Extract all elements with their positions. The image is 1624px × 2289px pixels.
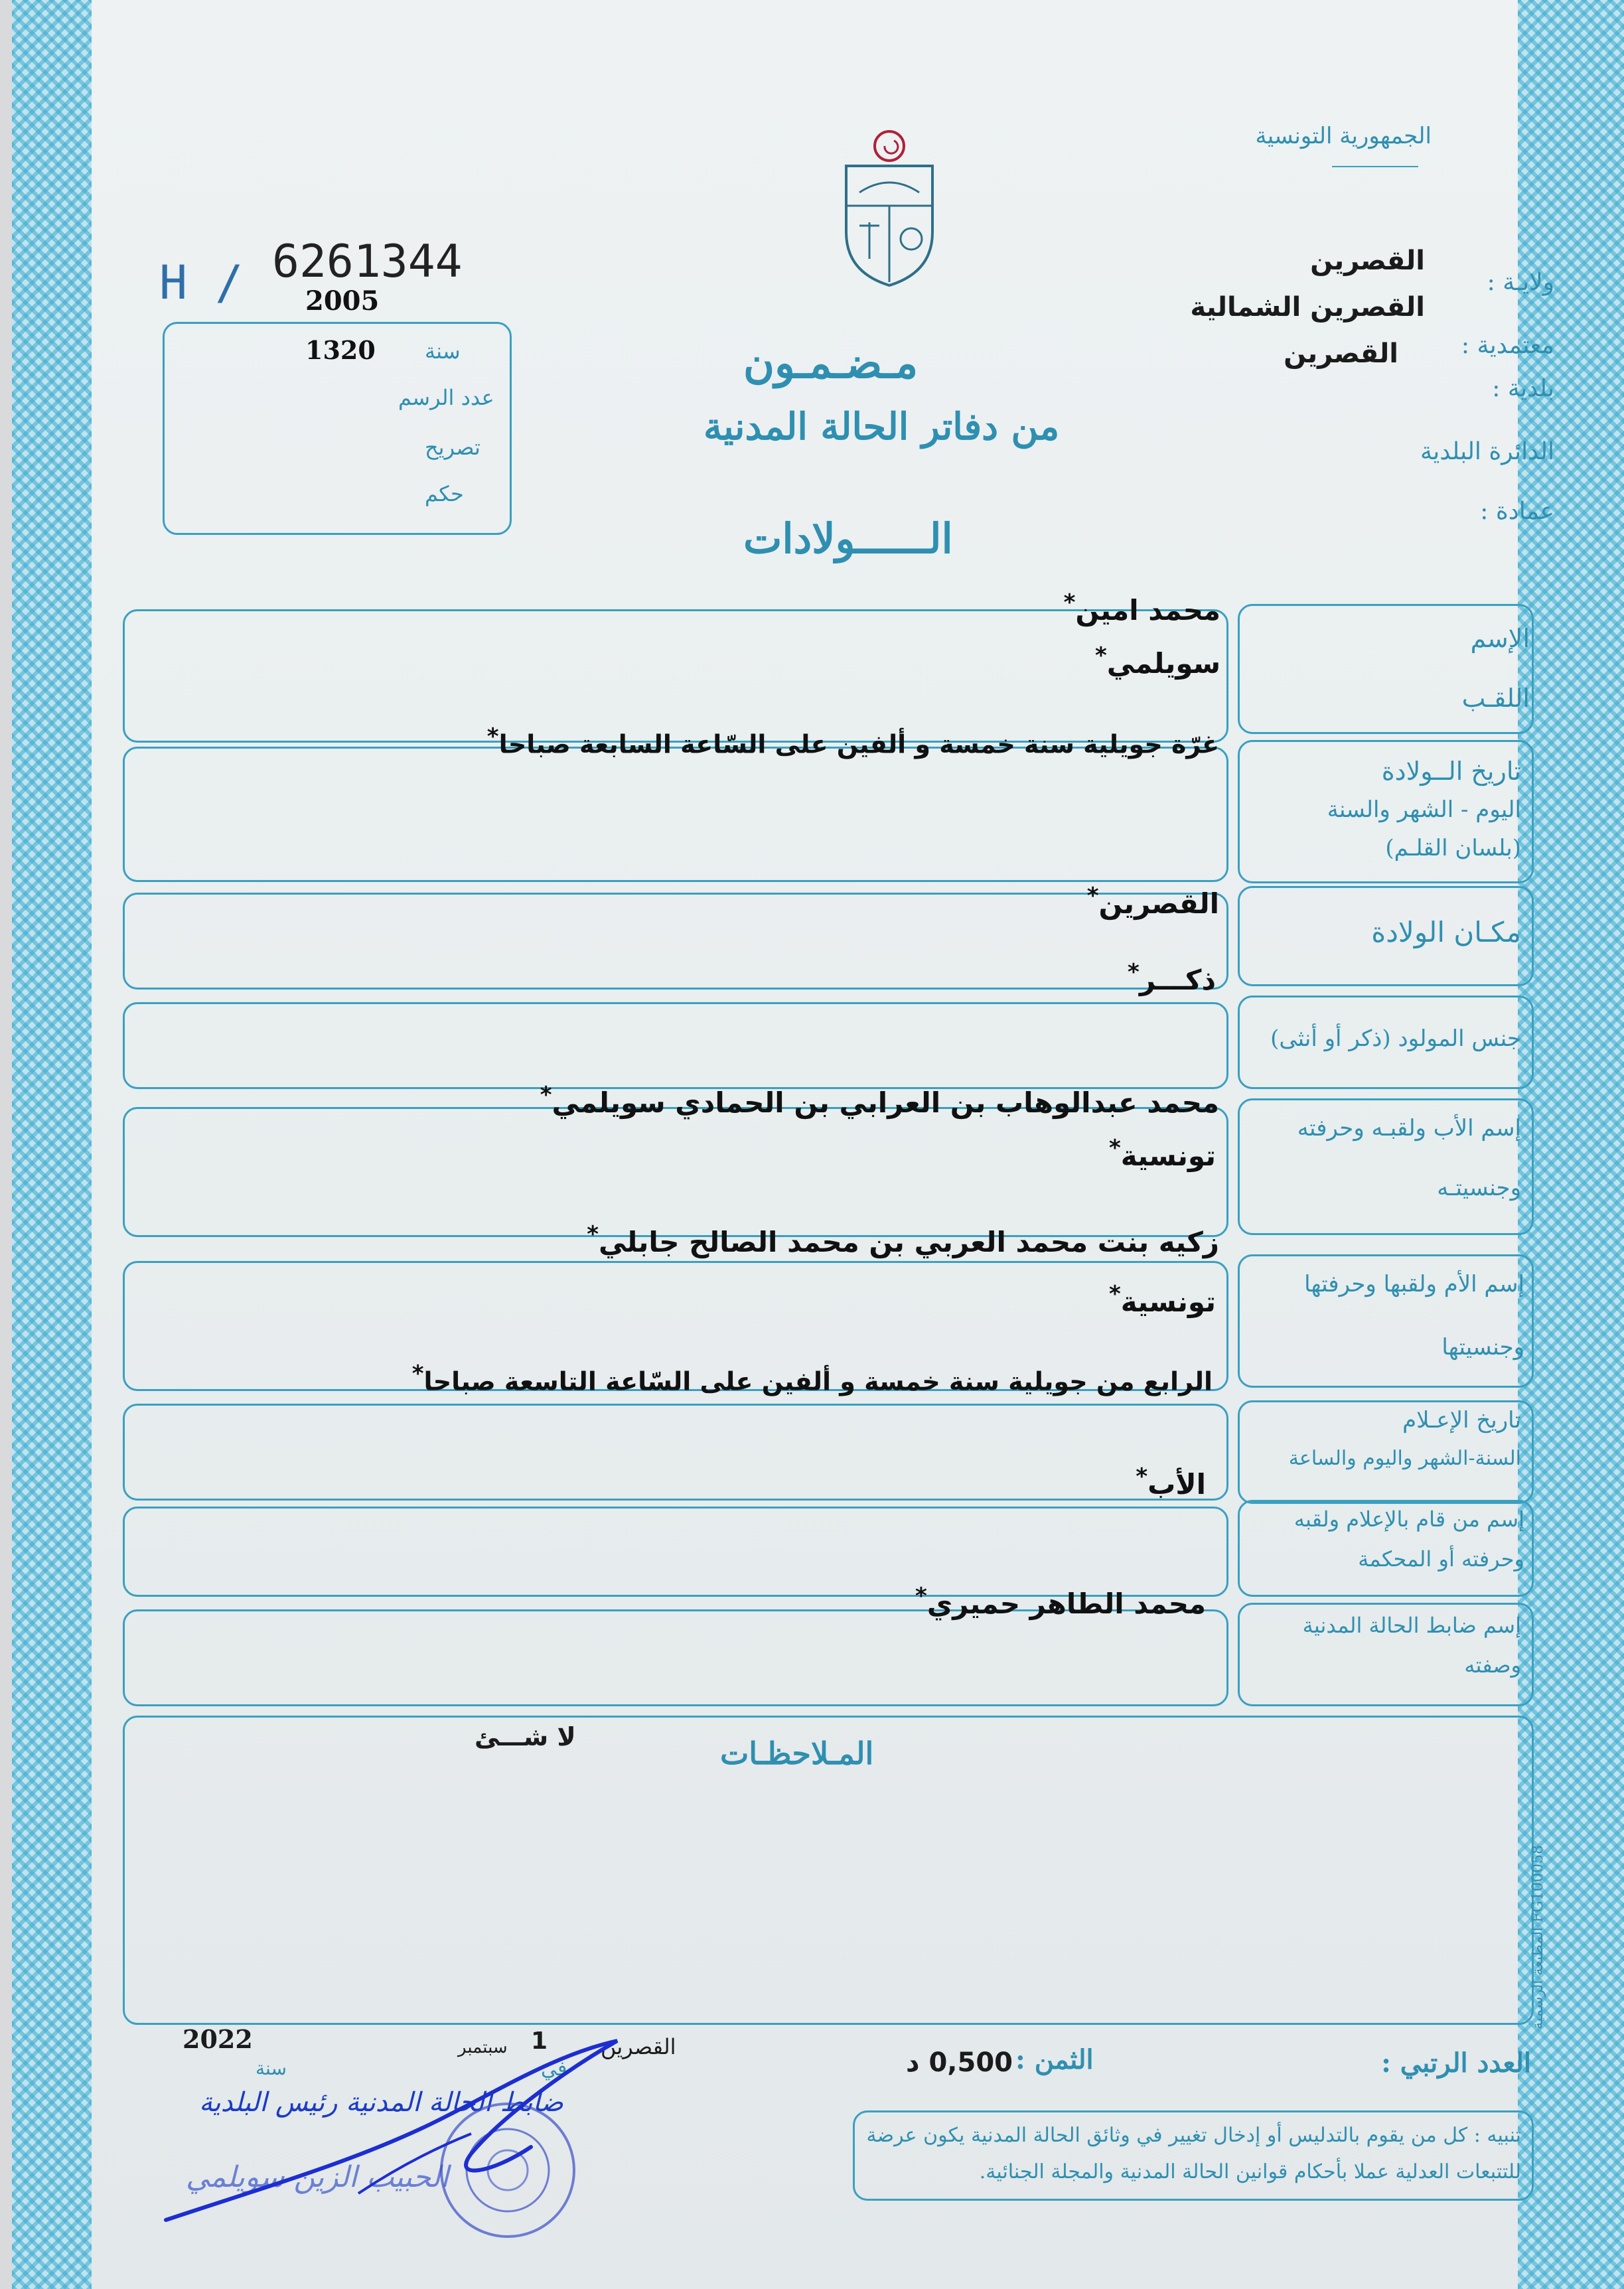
father-value-box xyxy=(123,1107,1228,1237)
dob-sublabel: اليوم - الشهر والسنة xyxy=(1327,796,1521,823)
day-value: 1 xyxy=(531,2028,548,2055)
name-value: محمد امين * xyxy=(1064,589,1220,627)
name-value-box xyxy=(123,609,1228,743)
municipality-label: بلدية : xyxy=(1492,375,1554,402)
officer-sublabel: وصفته xyxy=(1464,1653,1521,1678)
declarant-value: الأب * xyxy=(1136,1463,1206,1501)
delegation-label: معتمدية : xyxy=(1461,332,1554,359)
delegation-value: القصرين الشمالية xyxy=(1190,292,1425,323)
footer-year-value: 2022 xyxy=(183,2024,253,2054)
mother-value: زكيه بنت محمد العربي بن محمد الصالح جابلي * xyxy=(587,1221,1219,1258)
printer-mark: المطبعة الرسمية FG100058 xyxy=(1530,1845,1546,2030)
header-divider xyxy=(1332,166,1418,167)
price-value: 0,500 د xyxy=(906,2047,1013,2078)
signature-name: الحبيب الزين سويلمي xyxy=(186,2160,449,2194)
declarant-label: إسم من قام بالإعلام ولقبه xyxy=(1293,1507,1524,1532)
register-prefix: H / xyxy=(159,256,244,310)
dob-value: غرّة جويلية سنة خمسة و ألفين على السّاعة السابعة صباحا * xyxy=(487,723,1219,759)
declarant-sublabel: وحرفته أو المحكمة xyxy=(1358,1546,1524,1572)
sex-value-box xyxy=(123,1002,1228,1089)
record-year-value: 1320 xyxy=(305,335,376,365)
father-nationality: تونسية * xyxy=(1109,1135,1216,1172)
document-title: مـضـمـون xyxy=(743,338,919,388)
section-title-births: الــــــولادات xyxy=(743,514,953,563)
father-value: محمد عبدالوهاب بن العرابي بن الحمادي سويلمي * xyxy=(540,1082,1219,1119)
notes-label: المـلاحظـات xyxy=(720,1735,874,1771)
name-label: الإسم xyxy=(1470,624,1530,653)
month-value: سبتمبر xyxy=(458,2037,508,2057)
republic-title: الجمهورية التونسية xyxy=(1255,123,1432,149)
warning-line-1: تنبيه : كل من يقوم بالتدليس أو إدخال تغيير في وثائق الحالة المدنية يكون عرضة xyxy=(866,2124,1521,2147)
on-label: في xyxy=(541,2057,567,2081)
declaration-date-sublabel: السنة-الشهر واليوم والساعة xyxy=(1288,1447,1521,1470)
warning-line-2: للتتبعات العدلية عملا بأحكام قوانين الحالة المدنية والمجلة الجنائية. xyxy=(979,2160,1521,2183)
municipal-circle-label: الدائرة البلدية xyxy=(1420,438,1554,465)
signature-title: ضابط الحالة المدنية رئيس البلدية xyxy=(199,2087,563,2118)
mother-nationality-label: وجنسيتها xyxy=(1441,1334,1524,1361)
surname-value: سويلمي * xyxy=(1095,642,1220,680)
wilaya-label: ولايـة : xyxy=(1487,269,1554,296)
handwritten-signature xyxy=(159,2028,664,2233)
father-nationality-label: وجنسيتـه xyxy=(1437,1175,1521,1201)
record-year-label: سنة xyxy=(425,338,461,364)
officer-label: إسم ضابط الحالة المدنية xyxy=(1302,1613,1521,1638)
judgment-label: حكم xyxy=(425,481,464,506)
dob-value-box xyxy=(123,747,1228,882)
officer-value: محمد الطاهر حميري * xyxy=(915,1583,1206,1620)
declaration-label: تصريح xyxy=(425,435,480,460)
price-label: الثمن : xyxy=(1015,2044,1094,2075)
sex-label: جنس المولود (ذكر أو أنثى) xyxy=(1270,1025,1521,1052)
sex-value: ذكـــر * xyxy=(1128,959,1216,996)
register-year: 2005 xyxy=(305,285,380,317)
serial-number-label: العدد الرتبي : xyxy=(1381,2047,1531,2079)
tunisia-emblem xyxy=(833,126,946,292)
document-subtitle: من دفاتر الحالة المدنية xyxy=(703,405,1060,449)
declaration-date-value: الرابع من جويلية سنة خمسة و ألفين على السّاعة التاسعة صباحا * xyxy=(412,1361,1213,1396)
register-number: 6261344 xyxy=(272,236,463,288)
municipality-value: القصرين xyxy=(1284,338,1398,369)
declaration-date-label: تاريخ الإعـلام xyxy=(1402,1407,1521,1434)
omada-label: عمادة : xyxy=(1480,498,1554,525)
mother-label: إسم الأم ولقبها وحرفتها xyxy=(1304,1271,1524,1297)
officer-value-box xyxy=(123,1609,1228,1706)
pob-value: القصرين * xyxy=(1087,883,1219,920)
pob-label: مكـان الولادة xyxy=(1371,916,1521,948)
pob-value-box xyxy=(123,893,1228,990)
notes-value: لا شـــئ xyxy=(475,1722,576,1751)
footer-year-label: سنة xyxy=(256,2057,287,2079)
surname-label: اللقـب xyxy=(1461,684,1530,713)
dob-label: تاريخ الــولادة xyxy=(1381,757,1521,786)
father-label: إسم الأب ولقبـه وحرفته xyxy=(1297,1115,1521,1142)
declaration-date-value-box xyxy=(123,1404,1228,1501)
mother-nationality: تونسية * xyxy=(1109,1281,1216,1318)
dob-note: (بلسان القلـم) xyxy=(1385,835,1521,861)
wilaya-value: القصرين xyxy=(1310,246,1425,276)
place-value: القصرين xyxy=(601,2034,676,2059)
record-number-label: عدد الرسم xyxy=(398,385,494,410)
left-security-border xyxy=(12,0,92,2289)
